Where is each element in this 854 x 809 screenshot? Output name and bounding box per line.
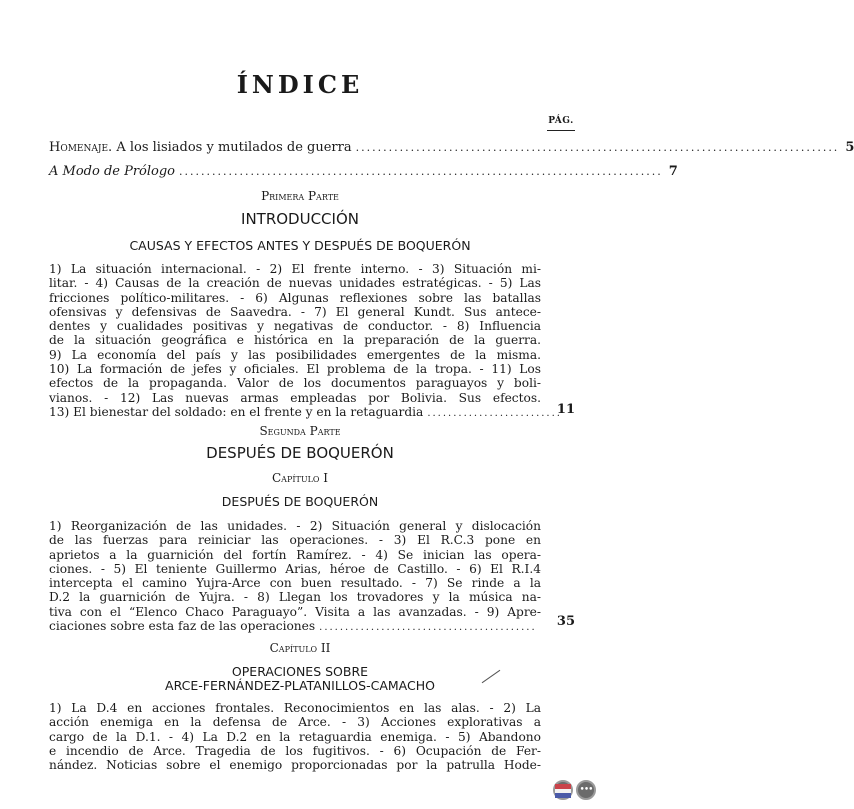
entry-page-number: 5 xyxy=(845,140,854,155)
paragraph-line: dentes y cualidades positivas y negativas de conductor. - 8) Influencia xyxy=(49,319,541,334)
paragraph-line: e incendio de Arce. Tragedia de los fugitivos. - 6) Ocupación de Fer- xyxy=(49,743,541,758)
paragraph-line: D.2 la guarnición de Yujra. - 8) Llegan los trovadores y la música na- xyxy=(49,590,541,605)
entry-label: A los lisiados y mutilados de guerra xyxy=(112,140,352,155)
section-subtitle: CAUSAS Y EFECTOS ANTES Y DESPUÉS DE BOQUERÓN xyxy=(129,238,471,253)
section-title: INTRODUCCIÓN xyxy=(241,210,359,228)
paragraph-line: acción enemiga en la defensa de Arce. - 3) Acciones explorativas a xyxy=(49,715,541,730)
entry-label: A Modo de Prólogo xyxy=(49,164,176,179)
dot-leader: ........................................................................................ xyxy=(355,141,840,154)
paragraph-line: de la situación geográfica e histórica en la preparación de la guerra. xyxy=(49,333,541,348)
toc-paragraph-chapter-1[interactable] xyxy=(49,519,541,635)
paragraph-line: 1) La D.4 en acciones frontales. Reconocimientos en las alas. - 2) La xyxy=(49,701,541,715)
part-label: Segunda Parte xyxy=(259,424,341,438)
section-title: DESPUÉS DE BOQUERÓN xyxy=(206,444,394,462)
paragraph-line: ciaciones sobre esta faz de las operaciones xyxy=(49,619,316,634)
page-column-label: PÁG. xyxy=(547,116,575,131)
dot-leader: ........................................................................................ xyxy=(179,165,663,178)
toc-entry-homenaje[interactable] xyxy=(49,140,854,155)
paragraph-line: nández. Noticias sobre el enemigo proporcionadas por la patrulla Hode- xyxy=(49,758,541,773)
paragraph-line: 1) Reorganización de las unidades. - 2) Situación general y dislocación xyxy=(49,519,541,533)
paragraph-line: 13) El bienestar del soldado: en el frente y en la retaguardia xyxy=(49,404,424,419)
part-label: Primera Parte xyxy=(261,189,339,203)
entry-page-number: 11 xyxy=(556,402,575,417)
chapter-title-line-2: ARCE-FERNÁNDEZ-PLATANILLOS-CAMACHO xyxy=(165,678,435,693)
dot-leader: .......................... xyxy=(427,407,562,419)
toc-paragraph-introduccion[interactable] xyxy=(49,262,562,421)
entry-page-number: 7 xyxy=(668,164,678,179)
paragraph-line: 1) La situación internacional. - 2) El frente interno. - 3) Situación mi- xyxy=(49,262,541,276)
paragraph-line: fricciones político-militares. - 6) Algunas reflexiones sobre las batallas xyxy=(49,290,541,305)
paragraph-line: litar. - 4) Causas de la creación de nuevas unidades estratégicas. - 5) Las xyxy=(49,276,541,291)
chapter-title: DESPUÉS DE BOQUERÓN xyxy=(221,494,379,509)
paragraph-line: efectos de la propaganda. Valor de los documentos paraguayos y boli- xyxy=(49,376,541,391)
paragraph-line: ofensivas y defensivas de Saavedra. - 7) El general Kundt. Sus antece- xyxy=(49,304,541,319)
dot-leader: .......................................... xyxy=(319,622,537,634)
toc-entry-prologo[interactable] xyxy=(49,164,678,179)
more-options-button[interactable] xyxy=(576,780,596,800)
paragraph-line: ciones. - 5) El teniente Guillermo Arias, héroe de Castillo. - 6) El R.I.4 xyxy=(49,561,541,576)
entry-label-smallcaps: Homenaje. xyxy=(49,140,113,155)
chapter-label: Capítulo I xyxy=(271,471,328,485)
toc-paragraph-chapter-2[interactable] xyxy=(49,701,541,772)
paragraph-line: de las fuerzas para reiniciar las operaciones. - 3) El R.C.3 pone en xyxy=(49,533,541,548)
entry-page-number: 35 xyxy=(556,614,575,629)
paragraph-line: vianos. - 12) Las nuevas armas empleadas por Bolivia. Sus efectos. xyxy=(49,390,541,405)
paragraph-line: intercepta el camino Yujra-Arce con buen resultado. - 7) Se rinde a la xyxy=(49,576,541,591)
paragraph-line: 9) La economía del país y las posibilidades emergentes de la misma. xyxy=(49,347,541,362)
flag-blue-stripe xyxy=(555,793,571,798)
chapter-label: Capítulo II xyxy=(269,641,331,655)
index-title: ÍNDICE xyxy=(236,70,364,99)
paragraph-line: tiva con el “Elenco Chaco Paraguayo”. Visita a las avanzadas. - 9) Apre- xyxy=(49,604,541,619)
paraguay-flag-icon[interactable] xyxy=(553,780,573,800)
paragraph-line: aprietos a la guarnición del fortín Ramírez. - 4) Se inician las opera- xyxy=(49,547,541,562)
chapter-title-line-1: OPERACIONES SOBRE xyxy=(231,664,369,679)
paragraph-line: cargo de la D.1. - 4) La D.2 en la retaguardia enemiga. - 5) Abandono xyxy=(49,729,541,744)
paragraph-line: 10) La formación de jefes y oficiales. El problema de la tropa. - 11) Los xyxy=(49,362,541,377)
ellipsis-icon: ••• xyxy=(579,785,593,795)
